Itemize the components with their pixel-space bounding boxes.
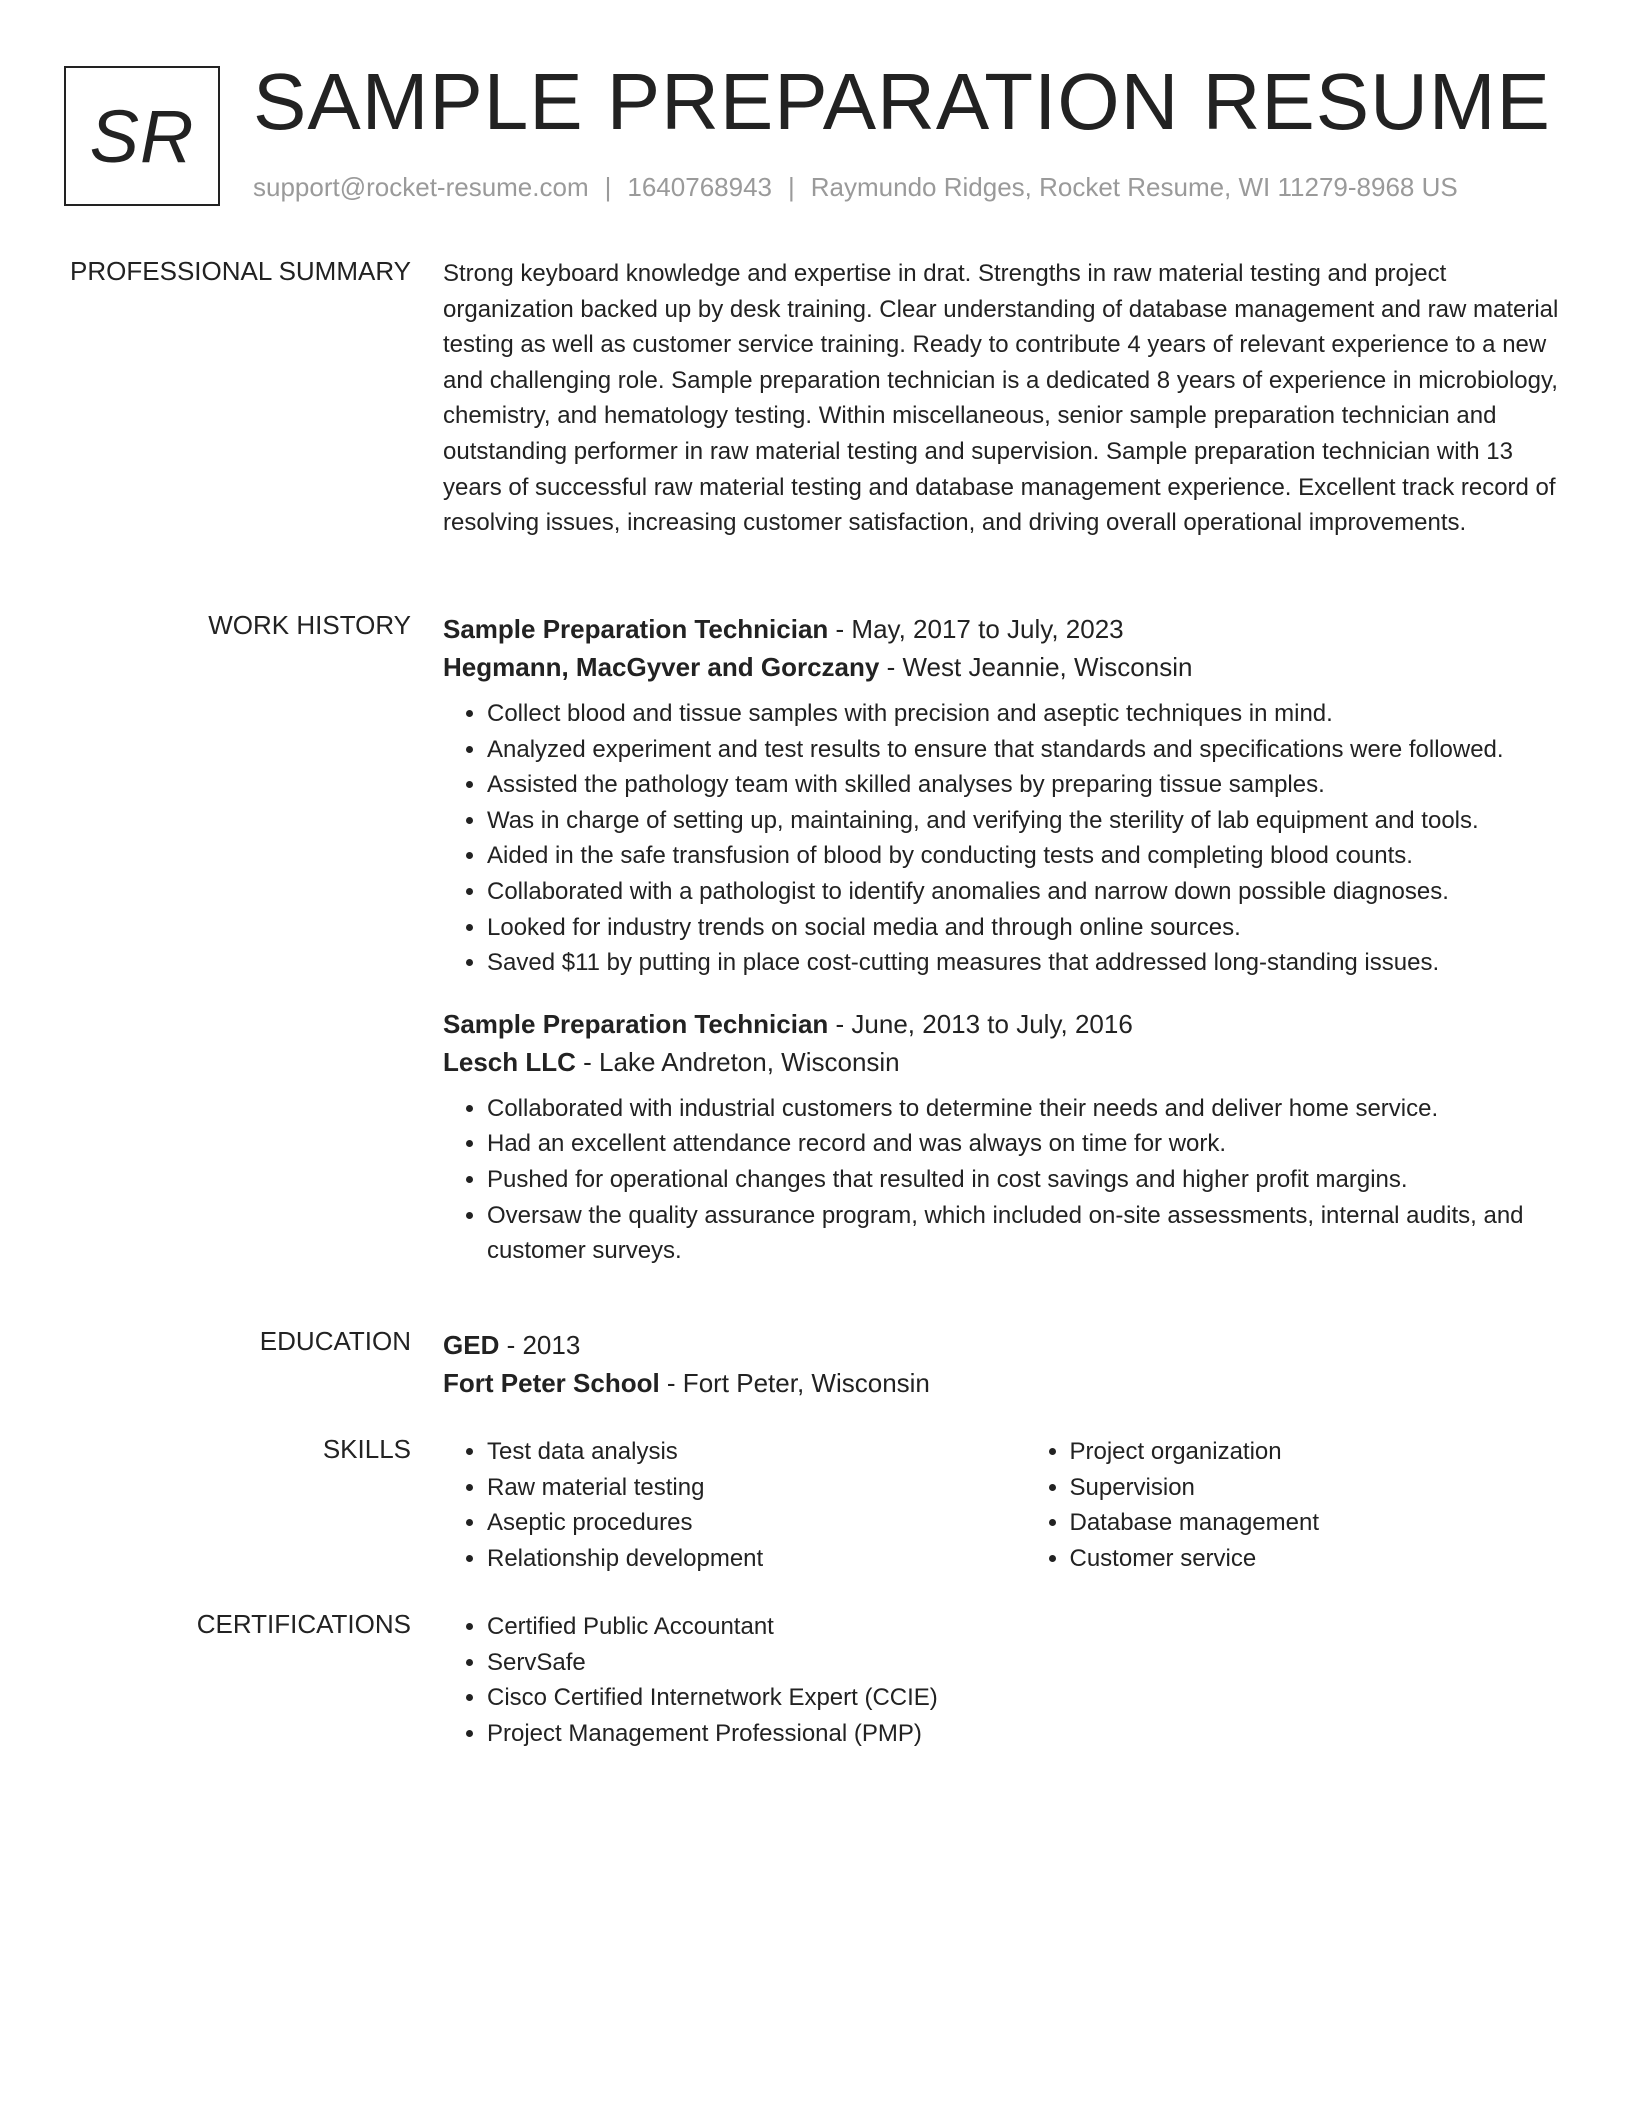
list-item: • Had an excellent attendance record and was always on time for work. (487, 1126, 1563, 1162)
degree-year: - 2013 (499, 1330, 581, 1360)
list-item: • Assisted the pathology team with skilled analyses by preparing tissue samples. (487, 767, 1563, 803)
work-history-body (443, 610, 1563, 1269)
job-title: Sample Preparation Technician (443, 1008, 829, 1039)
list-item: • Customer service (1070, 1541, 1564, 1577)
section-heading-summary: PROFESSIONAL SUMMARY (70, 256, 411, 286)
school-name: Fort Peter School (443, 1368, 660, 1398)
section-heading-education: EDUCATION (259, 1326, 411, 1356)
list-item: • Looked for industry trends on social media and through online sources. (487, 910, 1563, 946)
list-item: • ServSafe (487, 1645, 1563, 1681)
job-title-line (443, 610, 1563, 648)
contact-phone[interactable]: 1640768943 (627, 172, 772, 202)
list-item: • Database management (1070, 1505, 1564, 1541)
job-company: Hegmann, MacGyver and Gorczany (443, 652, 880, 682)
contact-line (253, 172, 1458, 203)
school-line (443, 1364, 1563, 1402)
list-item: • Collaborated with industrial customers to determine their needs and deliver home service. (487, 1091, 1563, 1127)
list-item: • Test data analysis (487, 1434, 981, 1470)
list-item: • Saved $11 by putting in place cost-cutting measures that addressed long-standing issues. (487, 945, 1563, 981)
job-org-line (443, 1043, 1563, 1081)
list-item: • Aseptic procedures (487, 1505, 981, 1541)
summary-body (443, 256, 1563, 541)
job-org-line (443, 648, 1563, 686)
summary-text: Strong keyboard knowledge and expertise in drat. Strengths in raw material testing and project organization backed up by desk training. Clear understanding of database management and raw material testing as well as customer service training. Ready to contribute 4 years of relevant experience to a new and challenging role. Sample preparation technician is a dedicated 8 years of experience in microbiology, chemistry, and hematology testing. Within miscellaneous, senior sample preparation technician and outstanding performer in raw material testing and supervision. Sample preparation technician with 13 years of successful raw material testing and database management experience. Excellent track record of resolving issues, increasing customer satisfaction, and driving overall operational improvements. (443, 260, 1559, 537)
job-dates: - June, 2013 to July, 2016 (828, 1008, 1133, 1039)
list-item: • Supervision (1070, 1470, 1564, 1506)
skills-list-left (443, 1434, 981, 1576)
list-item: • Project organization (1070, 1434, 1564, 1470)
job-company: Lesch LLC (443, 1046, 576, 1077)
list-item: • Was in charge of setting up, maintaining, and verifying the sterility of lab equipment and tools. (487, 803, 1563, 839)
contact-separator: | (788, 172, 795, 202)
resume-title: SAMPLE PREPARATION RESUME (253, 57, 1551, 146)
list-item: • Pushed for operational changes that resulted in cost savings and higher profit margins. (487, 1162, 1563, 1198)
list-item: • Project Management Professional (PMP) (487, 1716, 1563, 1752)
list-item: • Certified Public Accountant (487, 1609, 1563, 1645)
contact-address: Raymundo Ridges, Rocket Resume, WI 11279-8968 US (810, 172, 1458, 202)
degree: GED (443, 1330, 500, 1360)
job-location: - Lake Andreton, Wisconsin (575, 1046, 900, 1077)
section-heading-certifications: CERTIFICATIONS (196, 1609, 411, 1639)
list-item: • Aided in the safe transfusion of blood by conducting tests and completing blood counts. (487, 838, 1563, 874)
job-entry (443, 610, 1563, 981)
list-item: • Collaborated with a pathologist to identify anomalies and narrow down possible diagnoses. (487, 874, 1563, 910)
initials-monogram (64, 66, 220, 206)
initials-text: SR (89, 94, 195, 178)
job-title: Sample Preparation Technician (443, 614, 829, 644)
section-heading-work-history: WORK HISTORY (208, 610, 411, 640)
skills-columns (443, 1434, 1563, 1576)
list-item: • Collect blood and tissue samples with precision and aseptic techniques in mind. (487, 696, 1563, 732)
list-item: • Raw material testing (487, 1470, 981, 1506)
education-body (443, 1326, 1563, 1402)
list-item: • Analyzed experiment and test results to ensure that standards and specifications were followed. (487, 732, 1563, 768)
skills-body (443, 1434, 1563, 1576)
job-location: - West Jeannie, Wisconsin (879, 652, 1193, 682)
job-dates: - May, 2017 to July, 2023 (828, 614, 1124, 644)
list-item: • Relationship development (487, 1541, 981, 1577)
job-bullets (443, 696, 1563, 981)
job-title-line (443, 1005, 1563, 1043)
certifications-list (443, 1609, 1563, 1751)
list-item: • Oversaw the quality assurance program, which included on-site assessments, internal audits, and customer surveys. (487, 1198, 1563, 1269)
list-item: • Cisco Certified Internetwork Expert (CCIE) (487, 1680, 1563, 1716)
contact-separator: | (604, 172, 612, 202)
section-heading-skills: SKILLS (322, 1434, 411, 1464)
certifications-body (443, 1609, 1563, 1751)
skills-list-right (1026, 1434, 1564, 1576)
contact-email[interactable]: support@rocket-resume.com (253, 172, 589, 202)
job-entry (443, 1005, 1563, 1269)
job-bullets (443, 1091, 1563, 1269)
school-location: - Fort Peter, Wisconsin (659, 1368, 930, 1398)
degree-line (443, 1326, 1563, 1364)
